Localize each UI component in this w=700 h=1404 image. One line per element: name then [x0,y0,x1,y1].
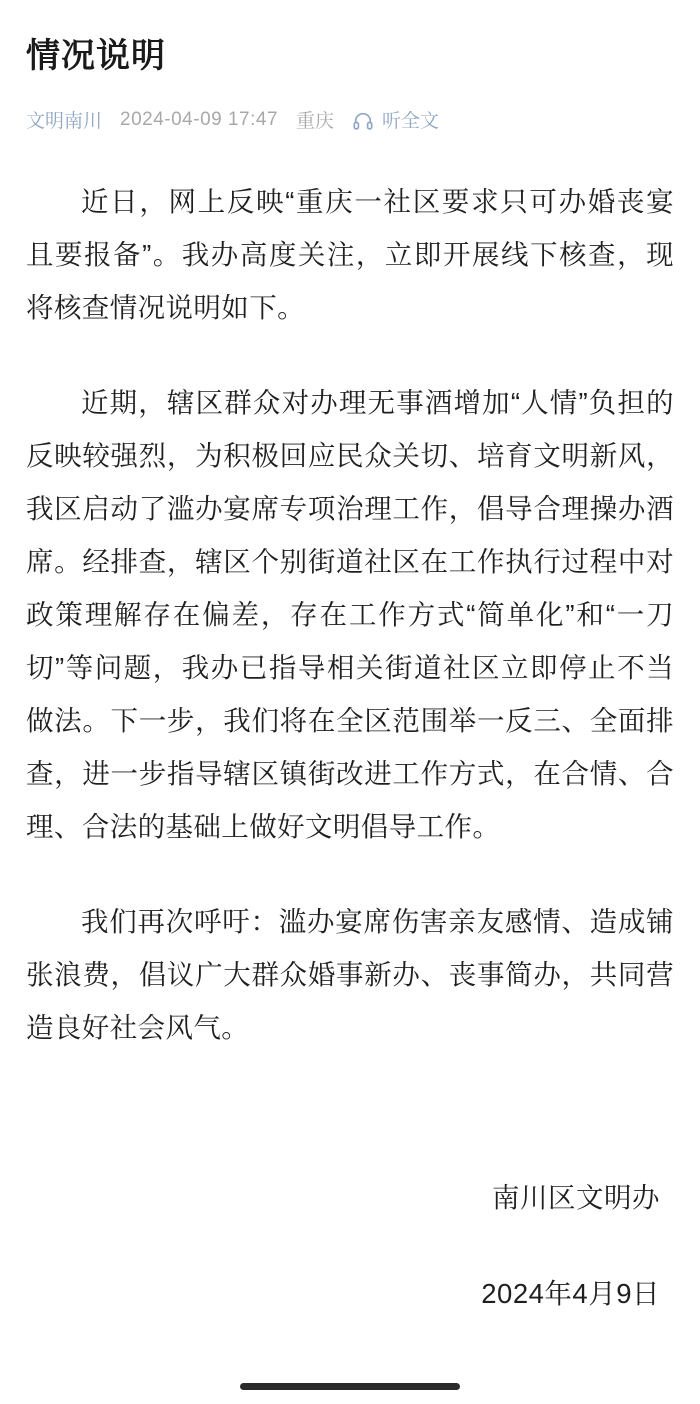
page-title: 情况说明 [26,37,166,75]
home-indicator[interactable] [240,1383,460,1390]
headphone-icon [352,110,374,132]
article-body [26,175,674,1054]
listen-button[interactable] [352,106,439,133]
paragraph-2: 近期，辖区群众对办理无事酒增加“人情”负担的反映较强烈，为积极回应民众关切、培育文明新风，我区启动了滥办宴席专项治理工作，倡导合理操办酒席。经排查，辖区个别街道社区在工作执行过程中对政策理解存在偏差，存在工作方式“简单化”和“一刀切”等问题，我办已指导相关街道社区立即停止不当做法。下一步，我们将在全区范围举一反三、全面排查，进一步指导辖区镇街改进工作方式，在合情、合理、合法的基础上做好文明倡导工作。 [26,387,674,842]
signature-organization: 南川区文明办 [492,1182,660,1213]
article-meta-row [26,106,674,133]
publish-location: 重庆 [296,111,335,132]
signature-block [26,1172,674,1320]
paragraph-3: 我们再次呼吁：滥办宴席伤害亲友感情、造成铺张浪费，倡议广大群众婚事新办、丧事简办，共同营造良好社会风气。 [26,906,674,1043]
listen-label: 听全文 [382,111,440,132]
publish-datetime: 2024-04-09 17:47 [120,108,279,130]
paragraph-1: 近日，网上反映“重庆一社区要求只可办婚丧宴且要报备”。我办高度关注，立即开展线下核查，现将核查情况说明如下。 [26,186,674,323]
source-link[interactable]: 文明南川 [26,111,103,132]
signature-date: 2024年4月9日 [481,1278,660,1309]
